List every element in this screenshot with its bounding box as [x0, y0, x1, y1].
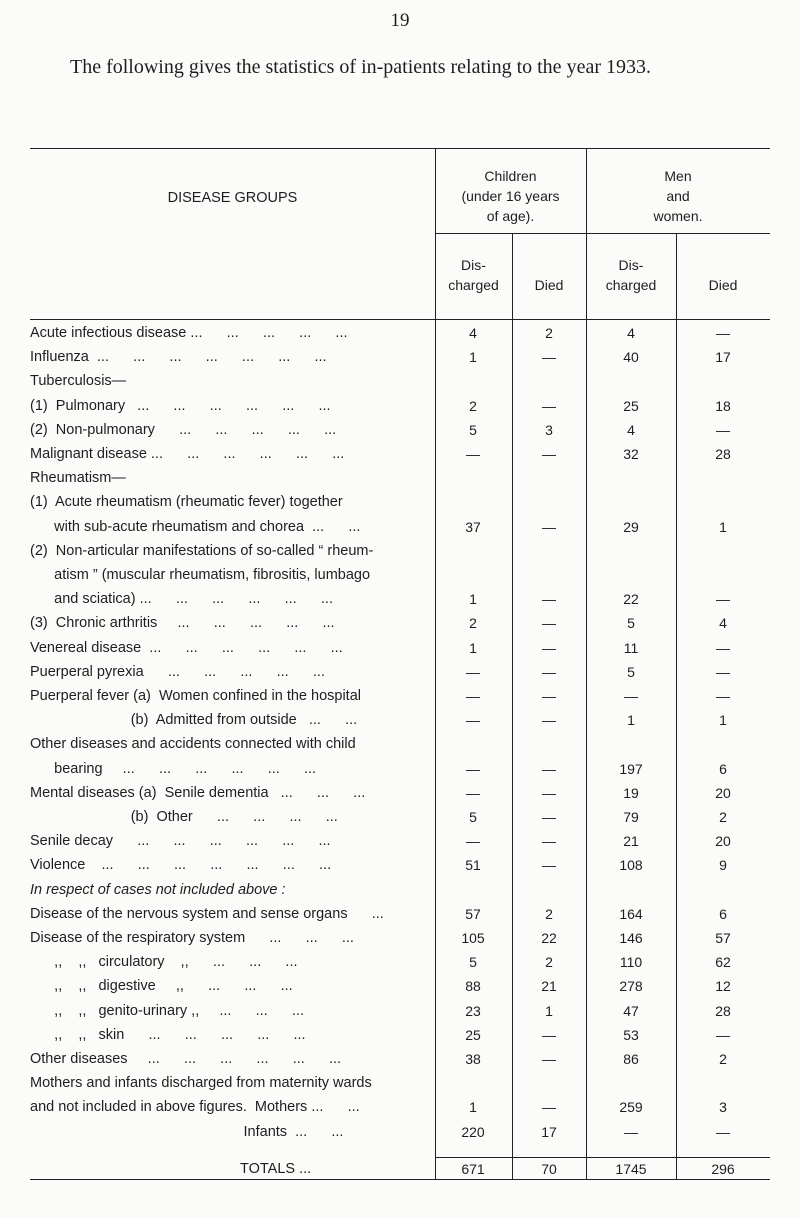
row-label: Rheumatism— [30, 470, 126, 487]
cell-adults-discharged: 164 [619, 905, 643, 922]
row-label: Other diseases and accidents connected with child [30, 736, 356, 753]
cell-adults-died: 6 [719, 905, 727, 922]
cell-children-discharged: 105 [461, 930, 485, 946]
cell-adults-discharged: — [624, 688, 638, 704]
cell-children-died: 3 [545, 421, 553, 438]
cell-children-died: — [542, 615, 556, 632]
row-label: ,, ,, genito-urinary ,, ... ... ... [30, 1002, 304, 1019]
row-label: and not included in above figures. Mothers ... ... [30, 1099, 360, 1116]
cell-adults-died: 57 [715, 930, 731, 946]
cell-adults-discharged: 53 [623, 1026, 639, 1043]
col-divider-3 [586, 148, 587, 1179]
cell-adults-discharged: 5 [627, 663, 635, 680]
header-adults-line-3: women. [653, 208, 703, 224]
intro-text: The following gives the statistics of in-patients relating to the year 1933. [70, 56, 651, 78]
cell-children-died: — [542, 712, 556, 729]
cell-adults-discharged: 4 [627, 421, 635, 438]
cell-adults-died: — [716, 639, 730, 656]
cell-children-died: 21 [541, 978, 557, 995]
header-children-discharged-line-2: charged [448, 277, 499, 293]
header-adults [586, 166, 770, 226]
row-label: (b) Other ... ... ... ... [30, 809, 338, 825]
header-adults-line-1: Men [664, 168, 692, 184]
cell-children-died: 1 [545, 1002, 553, 1019]
row-label: and sciatica) ... ... ... ... ... ... [30, 591, 333, 608]
header-children-line-3: of age). [486, 208, 535, 224]
cell-adults-died: 2 [719, 809, 727, 825]
cell-adults-discharged: 108 [619, 857, 643, 874]
cell-adults-died: — [716, 591, 730, 608]
cell-children-discharged: 220 [461, 1123, 485, 1140]
cell-children-discharged: 88 [465, 978, 481, 995]
cell-adults-died: 20 [715, 784, 731, 801]
row-label: Malignant disease ... ... ... ... ... ... [30, 446, 345, 462]
cell-adults-died: 4 [719, 615, 727, 632]
cell-adults-died: 6 [719, 760, 727, 777]
cell-adults-died: — [716, 663, 730, 680]
top-rule [30, 148, 770, 149]
cell-children-died: 2 [545, 905, 553, 922]
cell-children-discharged: — [466, 688, 480, 704]
bottom-rule [30, 1179, 770, 1180]
cell-adults-died: 28 [715, 446, 731, 462]
cell-adults-discharged: 21 [623, 833, 639, 850]
row-label: Venereal disease ... ... ... ... ... ... [30, 639, 343, 656]
cell-adults-died: 2 [719, 1051, 727, 1067]
cell-children-discharged: — [466, 784, 480, 801]
col-divider-4 [676, 233, 677, 1179]
cell-children-discharged: — [466, 446, 480, 462]
row-label: ,, ,, circulatory ,, ... ... ... [30, 954, 298, 971]
cell-adults-discharged: 47 [623, 1002, 639, 1019]
header-children-line-1: Children [484, 168, 537, 184]
row-label: ,, ,, skin ... ... ... ... ... [30, 1026, 306, 1043]
row-label: Senile decay ... ... ... ... ... ... [30, 833, 331, 850]
cell-children-died: — [542, 591, 556, 608]
cell-adults-died: 20 [715, 833, 731, 850]
cell-children-discharged: 4 [469, 325, 477, 341]
cell-children-died: — [542, 349, 556, 366]
cell-children-discharged: 1 [469, 639, 477, 656]
row-label: (b) Admitted from outside ... ... [30, 712, 358, 729]
header-children-line-2: (under 16 years [461, 188, 560, 204]
cell-children-died: — [542, 809, 556, 825]
row-label: (1) Acute rheumatism (rheumatic fever) together [30, 494, 343, 511]
cell-children-discharged: — [466, 712, 480, 729]
header-adults-line-2: and [666, 188, 690, 204]
cell-adults-died: 12 [715, 978, 731, 995]
cell-children-died: 17 [541, 1123, 557, 1140]
cell-children-discharged: 57 [465, 905, 481, 922]
row-label: Violence ... ... ... ... ... ... ... [30, 857, 332, 874]
cell-children-discharged: 5 [469, 421, 477, 438]
totals-adults-died: 296 [711, 1161, 735, 1177]
cell-adults-discharged: 79 [623, 809, 639, 825]
cell-children-died: — [542, 784, 556, 801]
cell-adults-discharged: 110 [619, 954, 643, 971]
cell-children-discharged: 2 [469, 615, 477, 632]
cell-adults-died: 9 [719, 857, 727, 874]
header-disease-groups: DISEASE GROUPS [167, 190, 298, 206]
totals-adults-discharged: 1745 [615, 1161, 647, 1177]
cell-children-died: — [542, 639, 556, 656]
header-adults-died: Died [708, 277, 738, 293]
row-label: Infants ... ... [30, 1123, 344, 1140]
cell-children-discharged: — [466, 760, 480, 777]
cell-adults-died: 1 [719, 712, 727, 729]
cell-adults-discharged: 259 [619, 1099, 643, 1116]
cell-children-died: — [542, 663, 556, 680]
cell-children-discharged: 25 [465, 1026, 481, 1043]
cell-adults-died: 1 [719, 518, 727, 535]
row-label: (2) Non-articular manifestations of so-called “ rheum- [30, 542, 374, 559]
cell-children-died: — [542, 397, 556, 414]
cell-adults-died: 3 [719, 1099, 727, 1116]
row-label: Acute infectious disease ... ... ... ... ... [30, 325, 348, 341]
cell-adults-discharged: 1 [627, 712, 635, 729]
row-label: Mental diseases (a) Senile dementia ... ... ... [30, 784, 366, 801]
cell-adults-discharged: 32 [623, 446, 639, 462]
cell-adults-died: 18 [715, 397, 731, 414]
totals-children-discharged: 671 [461, 1161, 485, 1177]
cell-adults-discharged: 19 [623, 784, 639, 801]
totals-children-died: 70 [541, 1161, 557, 1177]
header-children-discharged [435, 255, 512, 295]
cell-adults-discharged: 25 [623, 397, 639, 414]
cell-children-discharged: — [466, 663, 480, 680]
cell-children-died: — [542, 1051, 556, 1067]
cell-adults-discharged: 278 [619, 978, 643, 995]
row-label: (3) Chronic arthritis ... ... ... ... ... [30, 615, 335, 632]
header-adults-discharged-line-1: Dis- [618, 257, 644, 273]
cell-children-discharged: 5 [469, 954, 477, 971]
cell-adults-died: 62 [715, 954, 731, 971]
cell-adults-died: — [716, 421, 730, 438]
row-label: (1) Pulmonary ... ... ... ... ... ... [30, 397, 331, 414]
cell-adults-died: 28 [715, 1002, 731, 1019]
header-adults-discharged-line-2: charged [605, 277, 657, 293]
header-children-discharged-line-1: Dis- [461, 257, 486, 273]
col-divider-2 [512, 233, 513, 1179]
cell-children-discharged: 23 [465, 1002, 481, 1019]
totals-label: TOTALS ... [240, 1161, 312, 1177]
cell-children-died: 2 [545, 325, 553, 341]
header-bottom-rule [30, 319, 770, 320]
cell-adults-discharged: 146 [619, 930, 643, 946]
cell-adults-discharged: 86 [623, 1051, 639, 1067]
row-label: In respect of cases not included above : [30, 881, 286, 898]
totals-top-rule [435, 1157, 770, 1158]
cell-adults-died: 17 [715, 349, 731, 366]
cell-children-died: — [542, 1099, 556, 1116]
row-label: Disease of the nervous system and sense organs ... [30, 905, 384, 922]
cell-children-discharged: 1 [469, 1099, 477, 1116]
row-label: Other diseases ... ... ... ... ... ... [30, 1051, 342, 1067]
cell-children-discharged: 51 [465, 857, 481, 874]
cell-adults-discharged: — [624, 1123, 638, 1140]
page-number: 19 [390, 10, 410, 31]
cell-adults-discharged: 4 [627, 325, 635, 341]
row-label: Mothers and infants discharged from maternity wards [30, 1075, 372, 1092]
row-label: Puerperal pyrexia ... ... ... ... ... [30, 663, 325, 680]
cell-adults-discharged: 5 [627, 615, 635, 632]
row-label: bearing ... ... ... ... ... ... [30, 760, 317, 777]
cell-adults-discharged: 40 [623, 349, 639, 366]
cell-adults-discharged: 22 [623, 591, 639, 608]
cell-children-discharged: 1 [469, 591, 477, 608]
cell-children-discharged: 2 [469, 397, 477, 414]
cell-adults-died: — [716, 1026, 730, 1043]
row-label: Influenza ... ... ... ... ... ... ... [30, 349, 327, 366]
cell-adults-discharged: 11 [623, 639, 639, 656]
cell-children-discharged: 38 [465, 1051, 481, 1067]
row-label: Tuberculosis— [30, 373, 127, 390]
row-label: atism ” (muscular rheumatism, fibrositis, lumbago [30, 567, 371, 583]
cell-children-died: — [542, 833, 556, 850]
row-label: ,, ,, digestive ,, ... ... ... [30, 978, 293, 995]
statistics-table [30, 148, 800, 1188]
row-label: with sub-acute rheumatism and chorea ... ... [30, 518, 361, 535]
cell-adults-died: — [716, 1123, 730, 1140]
row-label: (2) Non-pulmonary ... ... ... ... ... [30, 421, 337, 438]
header-adults-discharged [586, 255, 676, 295]
cell-children-died: — [542, 760, 556, 777]
cell-children-discharged: — [466, 833, 480, 850]
col-divider-1 [435, 148, 436, 1179]
cell-children-discharged: 5 [469, 809, 477, 825]
header-children-died: Died [534, 277, 564, 293]
row-label: Disease of the respiratory system ... ... ... [30, 930, 354, 946]
row-label: Puerperal fever (a) Women confined in the hospital [30, 688, 361, 704]
subheader-rule [435, 233, 770, 234]
cell-children-died: — [542, 857, 556, 874]
cell-children-died: — [542, 1026, 556, 1043]
cell-children-died: 22 [541, 930, 557, 946]
cell-children-died: — [542, 446, 556, 462]
cell-children-died: — [542, 518, 556, 535]
cell-adults-discharged: 29 [623, 518, 639, 535]
cell-children-discharged: 37 [465, 518, 481, 535]
cell-adults-discharged: 197 [619, 760, 643, 777]
cell-adults-died: — [716, 325, 730, 341]
header-children [435, 166, 586, 226]
cell-children-discharged: 1 [469, 349, 477, 366]
cell-children-died: 2 [545, 954, 553, 971]
cell-children-died: — [542, 688, 556, 704]
cell-adults-died: — [716, 688, 730, 704]
